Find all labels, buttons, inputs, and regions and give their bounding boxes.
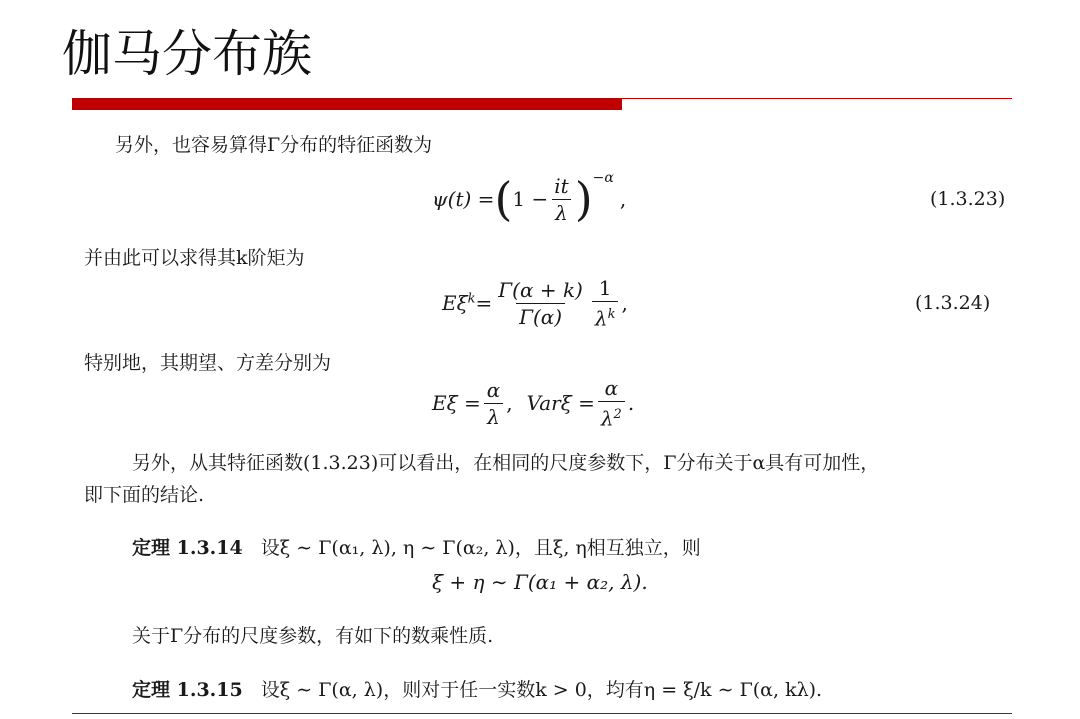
- equation-mean-variance: [432, 376, 634, 430]
- theorem-1-3-15-statement: 设ξ ∼ Γ(α, λ)，则对于任一实数k > 0，均有η = ξ/k ∼ Γ(α, kλ).: [260, 679, 823, 701]
- paragraph-additivity-line1: 另外，从其特征函数(1.3.23)可以看出，在相同的尺度参数下，Γ分布关于α具有可加性，: [132, 452, 880, 474]
- var-fraction: [598, 377, 625, 430]
- title-underline-thick: [72, 98, 622, 110]
- theorem-1-3-15: [132, 677, 822, 703]
- slide-title: 伽马分布族: [62, 25, 312, 83]
- var-num: α: [604, 375, 619, 400]
- eq23-frac-num: it: [554, 173, 569, 198]
- eq23-fraction: [551, 175, 571, 224]
- eq24-frac1-den: Γ(α): [516, 303, 565, 328]
- eq23-left-paren: (: [494, 172, 513, 226]
- eq23-frac-den: λ: [552, 199, 571, 224]
- paragraph-mean-variance: 特别地，其期望、方差分别为: [84, 352, 332, 374]
- eq24-frac2-den: $\lambda^k$: [592, 301, 619, 330]
- eq24-gamma-fraction: [495, 279, 586, 328]
- theorem-1-3-15-label: 定理 1.3.15: [132, 679, 243, 701]
- paragraph-char-function: 另外，也容易算得Γ分布的特征函数为: [115, 134, 433, 156]
- eq24-lambda-fraction: [592, 277, 619, 330]
- eq24-lhs: $E\xi^k$: [442, 291, 476, 315]
- var-den: $\lambda^2$: [598, 401, 625, 430]
- equation-number-1-3-23: (1.3.23): [930, 188, 1006, 210]
- eq24-frac2-num: 1: [598, 275, 612, 300]
- theorem-1-3-14: [132, 535, 701, 561]
- paragraph-additivity-line2: 即下面的结论.: [84, 484, 205, 506]
- theorem-1-3-14-label: 定理 1.3.14: [132, 537, 243, 559]
- mean-den: λ: [484, 403, 503, 428]
- eq23-right-paren: ): [574, 172, 593, 226]
- paragraph-kth-moment: 并由此可以求得其k阶矩为: [84, 247, 305, 269]
- equation-number-1-3-24: (1.3.24): [915, 292, 991, 314]
- mean-sep: ,: [506, 391, 513, 415]
- var-tail: .: [627, 391, 635, 415]
- footer-rule: [72, 713, 1012, 714]
- eq23-one-minus: 1 −: [512, 187, 549, 211]
- equation-1-3-24: [442, 274, 628, 332]
- title-underline-thin: [622, 98, 1012, 99]
- var-lhs: Varξ =: [526, 391, 595, 415]
- eq23-tail: ,: [619, 187, 627, 211]
- eq23-exponent: −α: [592, 170, 614, 186]
- eq23-lhs: ψ(t) =: [432, 187, 495, 211]
- eq24-equals: =: [475, 291, 493, 315]
- paragraph-scale-property: 关于Γ分布的尺度参数，有如下的数乘性质.: [132, 625, 494, 647]
- eq24-tail: ,: [621, 291, 628, 315]
- eq24-frac1-num: Γ(α + k): [498, 277, 583, 302]
- equation-1-3-23: [432, 168, 626, 230]
- mean-num: α: [486, 377, 501, 402]
- theorem-1-3-14-result: ξ + η ∼ Γ(α₁ + α₂, λ).: [432, 570, 648, 594]
- mean-fraction: [484, 379, 504, 428]
- mean-lhs: Eξ =: [432, 391, 481, 415]
- theorem-1-3-14-statement: 设ξ ∼ Γ(α₁, λ), η ∼ Γ(α₂, λ)，且ξ, η相互独立，则: [260, 537, 701, 559]
